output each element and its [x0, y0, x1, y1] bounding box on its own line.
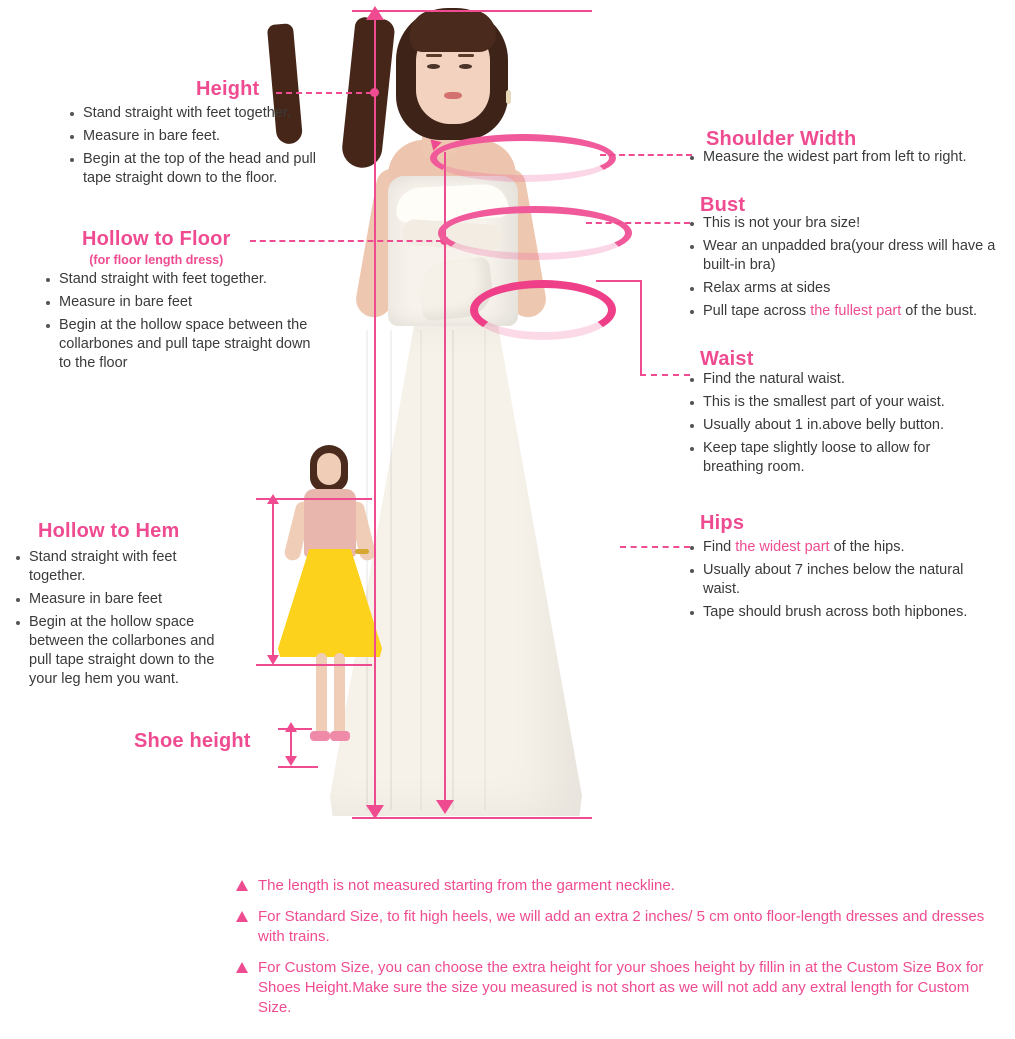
shoe-height-arrow-bottom — [285, 756, 297, 766]
waist-connector-h — [596, 280, 642, 282]
model-lips — [444, 92, 462, 99]
shoulder-tape — [430, 134, 616, 182]
height-line — [374, 18, 376, 813]
height-leader — [276, 92, 372, 94]
warning-triangle-icon — [236, 911, 248, 922]
height-top-guide — [352, 10, 592, 12]
list-item: Tape should brush across both hipbones. — [688, 603, 1000, 622]
bust-last-prefix: Pull tape across — [703, 303, 811, 319]
warning-triangle-icon — [236, 962, 248, 973]
hollow-to-floor-leader — [250, 240, 442, 242]
model-earring — [506, 90, 511, 104]
hollow-to-floor-heading: Hollow to Floor — [82, 228, 231, 250]
list-item: Find the natural waist. — [688, 370, 994, 389]
list-item: This is not your bra size! — [688, 214, 1010, 233]
dress-pleat — [452, 330, 454, 810]
hollow-to-hem-section — [38, 520, 180, 543]
hips-leader — [620, 546, 690, 548]
hollow-to-floor-arrow — [436, 800, 454, 814]
height-arrow-top — [366, 6, 384, 20]
shoe-height-top-guide — [278, 728, 312, 730]
list-item: Measure in bare feet — [44, 293, 322, 312]
list-item: Measure in bare feet — [14, 590, 228, 609]
list-item: Keep tape slightly loose to allow for breathing room. — [688, 439, 994, 477]
shoe-height-arrow-top — [285, 722, 297, 732]
list-item: Stand straight with feet together. — [14, 548, 228, 586]
hips-first-highlight: the widest part — [735, 539, 830, 555]
hollow-to-floor-list — [44, 270, 322, 377]
hollow-to-floor-section — [82, 228, 231, 267]
model-eye — [459, 64, 472, 69]
waist-heading: Waist — [700, 348, 754, 370]
list-item: Measure the widest part from left to right. — [688, 148, 1006, 167]
model-fringe — [410, 10, 496, 52]
list-item: Begin at the top of the head and pull tape straight down to the floor. — [68, 150, 340, 188]
hips-first-suffix: of the hips. — [829, 539, 905, 555]
hollow-to-hem-heading: Hollow to Hem — [38, 520, 180, 542]
note-text: The length is not measured starting from the garment neckline. — [258, 877, 675, 894]
bust-last-highlight: the fullest part — [810, 303, 902, 319]
note-item — [236, 958, 1006, 1018]
hollow-to-hem-list — [14, 548, 228, 693]
model-brow — [458, 54, 474, 57]
list-item-bust-fullest — [688, 302, 1010, 321]
bust-leader — [586, 222, 690, 224]
bust-list — [688, 214, 1010, 325]
waist-section — [700, 348, 754, 371]
shoe-height-heading: Shoe height — [134, 730, 251, 752]
waist-list — [688, 370, 994, 481]
height-bottom-guide — [352, 817, 592, 819]
mini-model-shoe — [330, 731, 350, 741]
shoe-height-section — [134, 730, 251, 753]
hollow-to-hem-arrow-top — [267, 494, 279, 504]
hollow-to-hem-arrow-bottom — [267, 655, 279, 665]
list-item: Relax arms at sides — [688, 279, 1010, 298]
list-item: Wear an unpadded bra(your dress will have a built-in bra) — [688, 237, 1010, 275]
list-item: Stand straight with feet together. — [68, 104, 340, 123]
hollow-to-floor-subheading: (for floor length dress) — [89, 253, 224, 267]
notes-section — [236, 876, 1006, 1029]
shoulder-width-heading: Shoulder Width — [706, 128, 857, 150]
hips-section — [700, 512, 744, 535]
dress-pleat — [484, 330, 486, 810]
hollow-to-hem-line — [272, 504, 274, 660]
height-section — [196, 78, 259, 101]
hips-first-prefix: Find — [703, 539, 736, 555]
waist-leader — [640, 374, 690, 376]
list-item: Measure in bare feet. — [68, 127, 340, 146]
list-item: Begin at the hollow space between the collarbones and pull tape straight down to the floor — [44, 316, 322, 373]
note-text: For Standard Size, to fit high heels, we will add an extra 2 inches/ 5 cm onto floor-length dresses and dresses with trains. — [258, 908, 985, 945]
shoulder-width-list — [688, 148, 1006, 171]
shoe-height-bottom-guide — [278, 766, 318, 768]
list-item: Begin at the hollow space between the collarbones and pull tape straight down to the your leg hem you want. — [14, 613, 228, 689]
mini-model-illustration — [270, 445, 430, 765]
bust-last-suffix: of the bust. — [901, 303, 978, 319]
hips-list — [688, 538, 1000, 626]
mini-model-shoe — [310, 731, 330, 741]
waist-connector-v — [640, 280, 642, 374]
model-eye — [427, 64, 440, 69]
list-item: Usually about 7 inches below the natural waist. — [688, 561, 1000, 599]
hollow-to-floor-line — [444, 152, 446, 812]
height-heading: Height — [196, 78, 260, 100]
waist-tape — [470, 280, 616, 340]
height-list — [68, 104, 340, 192]
note-item — [236, 907, 1006, 947]
list-item: This is the smallest part of your waist. — [688, 393, 994, 412]
mini-model-face — [317, 453, 341, 485]
mini-model-bracelet — [355, 549, 369, 554]
bust-tape — [438, 206, 632, 260]
hips-heading: Hips — [700, 512, 745, 534]
list-item: Usually about 1 in.above belly button. — [688, 416, 994, 435]
model-brow — [426, 54, 442, 57]
shoulder-leader — [600, 154, 692, 156]
warning-triangle-icon — [236, 880, 248, 891]
note-item — [236, 876, 1006, 896]
note-text: For Custom Size, you can choose the extra height for your shoes height by fillin in at the Custom Size Box for Shoes Height.Make sure the size you measured is not short as we will not add any extral length for Custom Size. — [258, 959, 984, 1016]
bust-heading: Bust — [700, 194, 746, 216]
list-item-hips-widest — [688, 538, 1000, 557]
mini-model-dress — [278, 549, 382, 657]
model-head — [400, 8, 504, 136]
list-item: Stand straight with feet together. — [44, 270, 322, 289]
